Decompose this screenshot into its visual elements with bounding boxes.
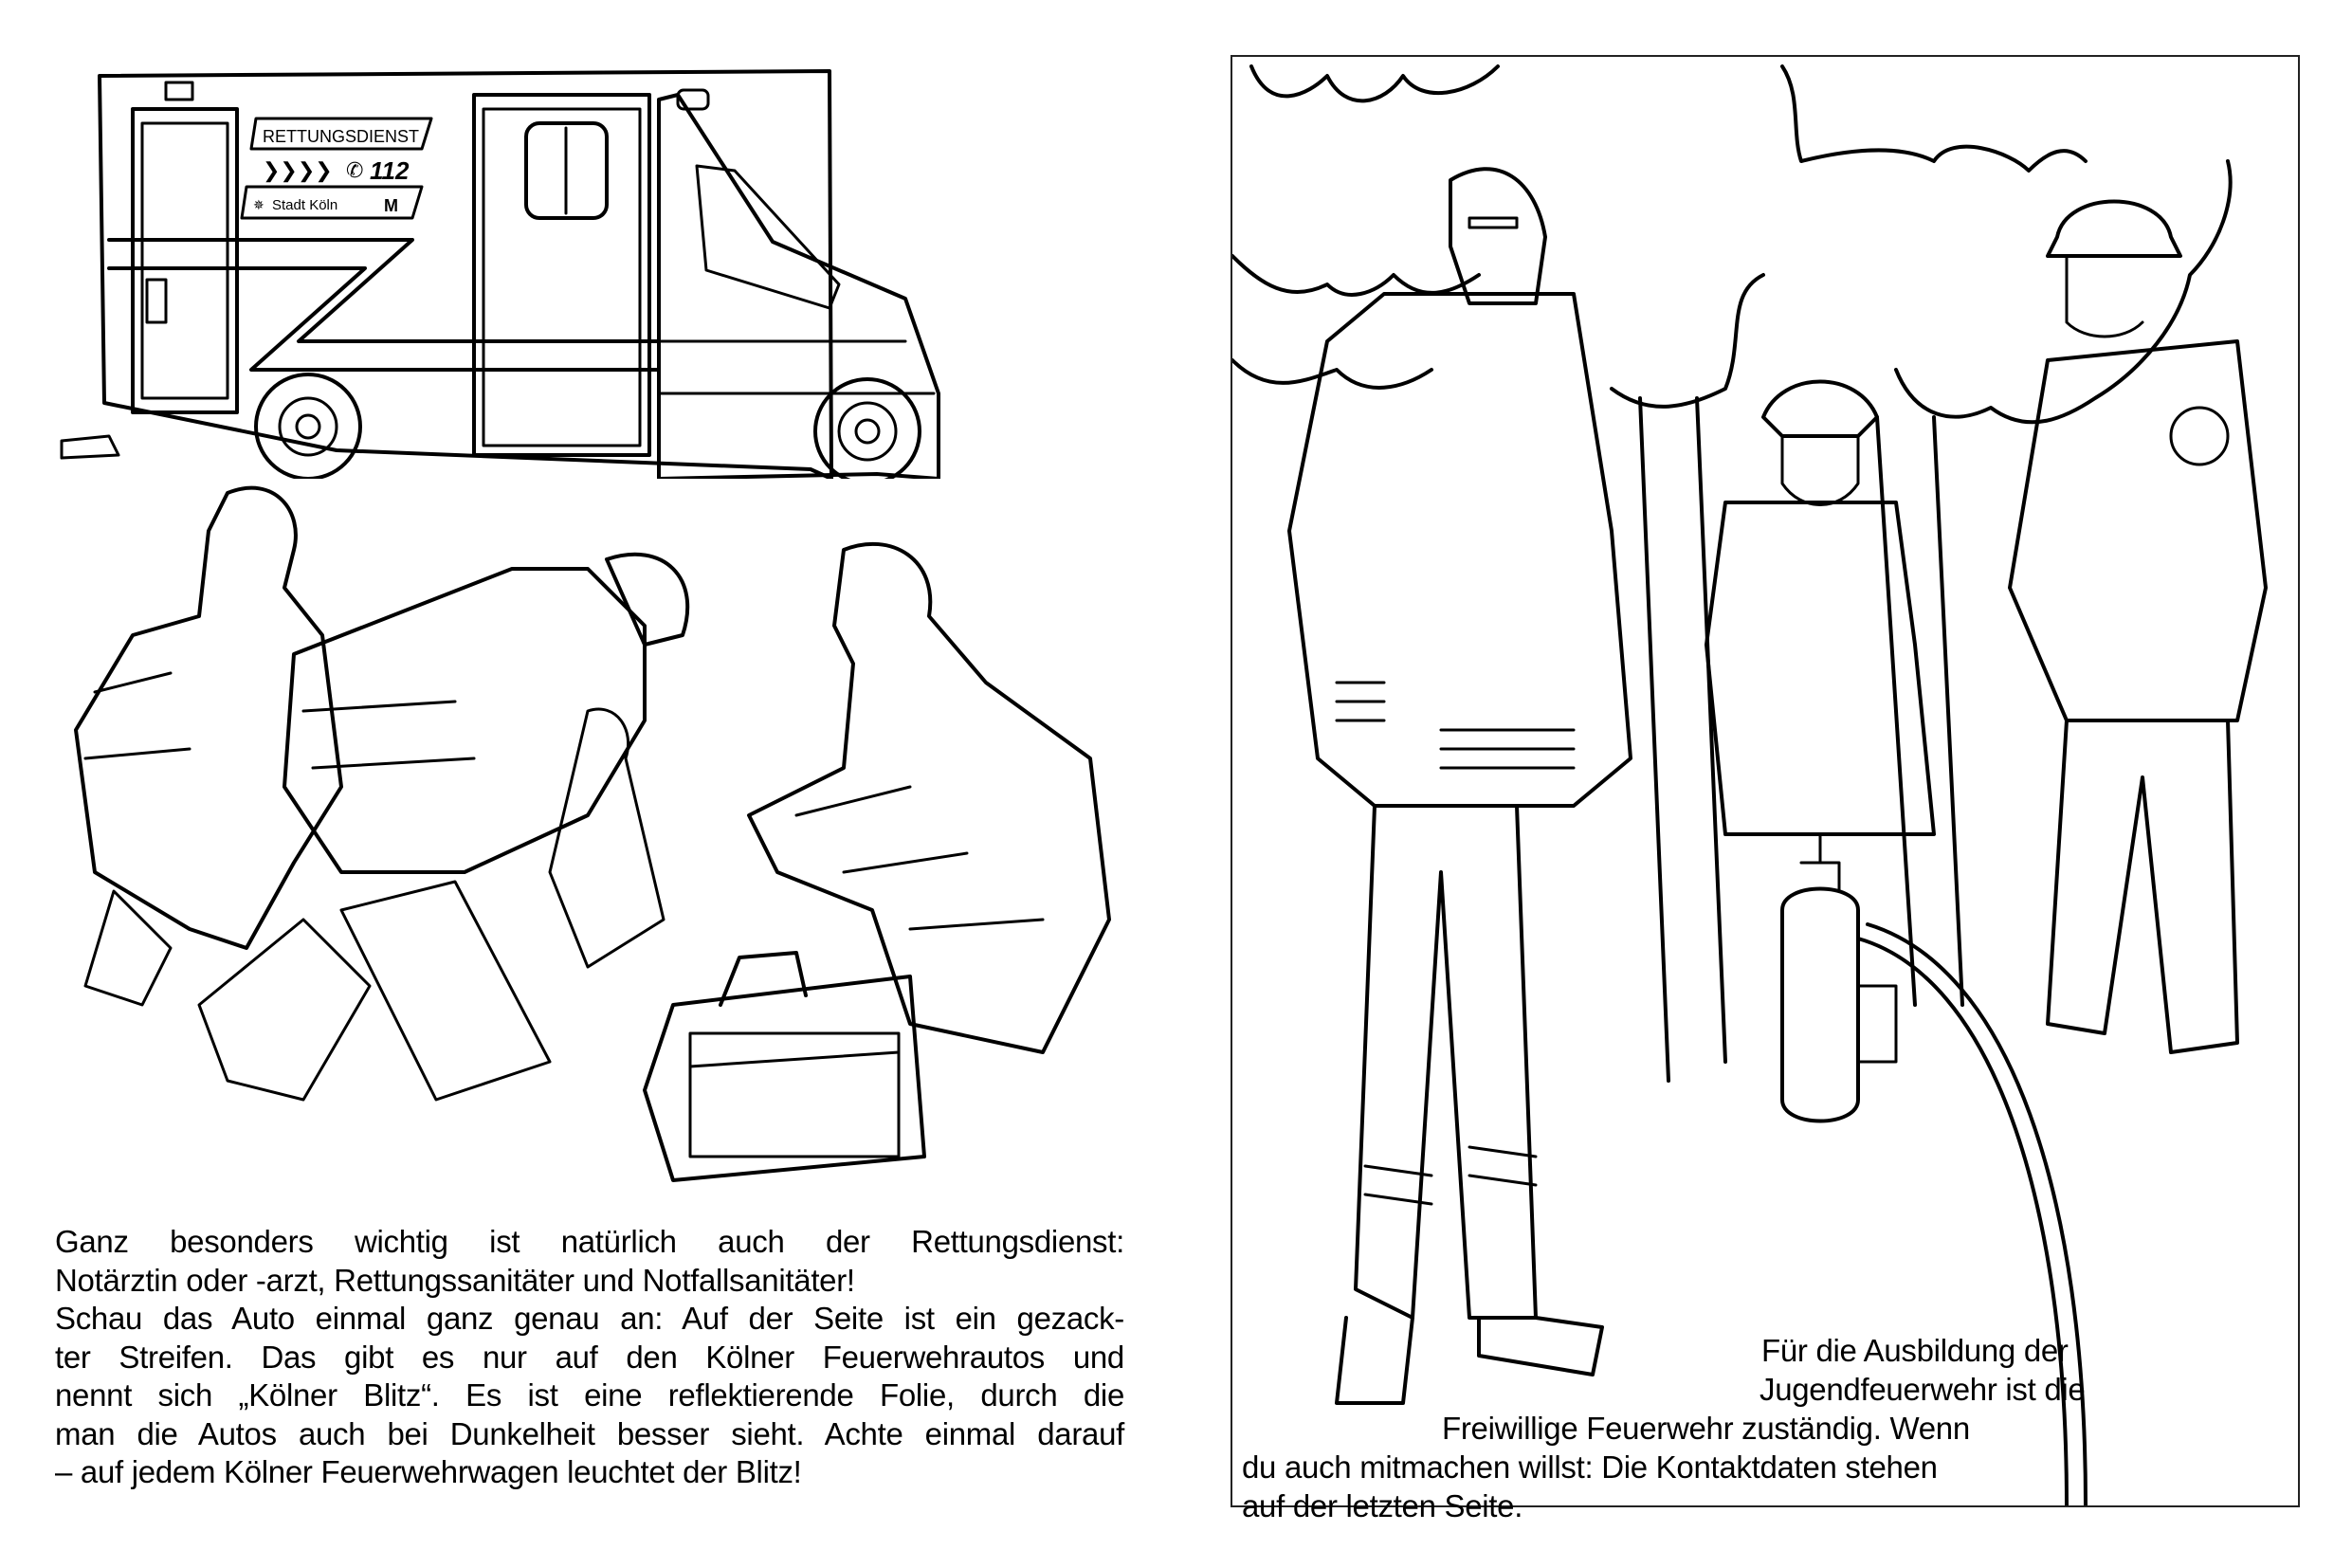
right-page-text bbox=[1232, 57, 2298, 1523]
ambulance-sign-label: RETTUNGSDIENST bbox=[263, 127, 420, 146]
text-line: man die Autos auch bei Dunkelheit besser sieht. Achte einmal darauf bbox=[55, 1415, 1124, 1451]
text-line: nennt sich „Kölner Blitz“. Es ist eine reflektierende Folie, durch die bbox=[55, 1377, 1124, 1413]
text-line: auf der letzten Seite. bbox=[1242, 1488, 1523, 1523]
text-line: Jugendfeuerwehr ist die bbox=[1759, 1372, 2086, 1407]
illustration-frame bbox=[1231, 55, 2300, 1523]
cathedral-icon: M bbox=[384, 196, 398, 215]
text-line: ter Streifen. Das gibt es nur auf den Kölner Feuerwehrautos und bbox=[55, 1339, 1124, 1375]
text-line: Notärztin oder -arzt, Rettungssanitäter und Notfallsanitäter! bbox=[55, 1262, 855, 1298]
city-crest-icon: ✵ bbox=[253, 197, 264, 212]
right-page bbox=[1176, 0, 2352, 1568]
text-line: Ganz besonders wichtig ist natürlich auch der Rettungsdienst: bbox=[55, 1224, 1124, 1259]
text-line: du auch mitmachen willst: Die Kontaktdaten stehen bbox=[1242, 1449, 1938, 1485]
rescue-scene-drawing bbox=[57, 474, 1138, 1194]
text-line: Freiwillige Feuerwehr zuständig. Wenn bbox=[1442, 1411, 1970, 1446]
rescue-scene-illustration bbox=[57, 474, 1138, 1194]
ambulance-illustration bbox=[52, 52, 1114, 479]
text-line: Schau das Auto einmal ganz genau an: Auf der Seite ist ein gezack- bbox=[55, 1301, 1124, 1336]
text-line: Für die Ausbildung der bbox=[1761, 1333, 2069, 1368]
ambulance-drawing bbox=[52, 52, 1114, 479]
chevrons-icon: ❯❯❯❯ bbox=[263, 158, 333, 182]
left-page-text bbox=[55, 1223, 1124, 1492]
text-line: – auf jedem Kölner Feuerwehrwagen leuchtet der Blitz! bbox=[55, 1454, 802, 1489]
emergency-number: 112 bbox=[370, 156, 410, 185]
phone-icon: ✆ bbox=[346, 158, 364, 182]
city-label: Stadt Köln bbox=[272, 197, 338, 213]
